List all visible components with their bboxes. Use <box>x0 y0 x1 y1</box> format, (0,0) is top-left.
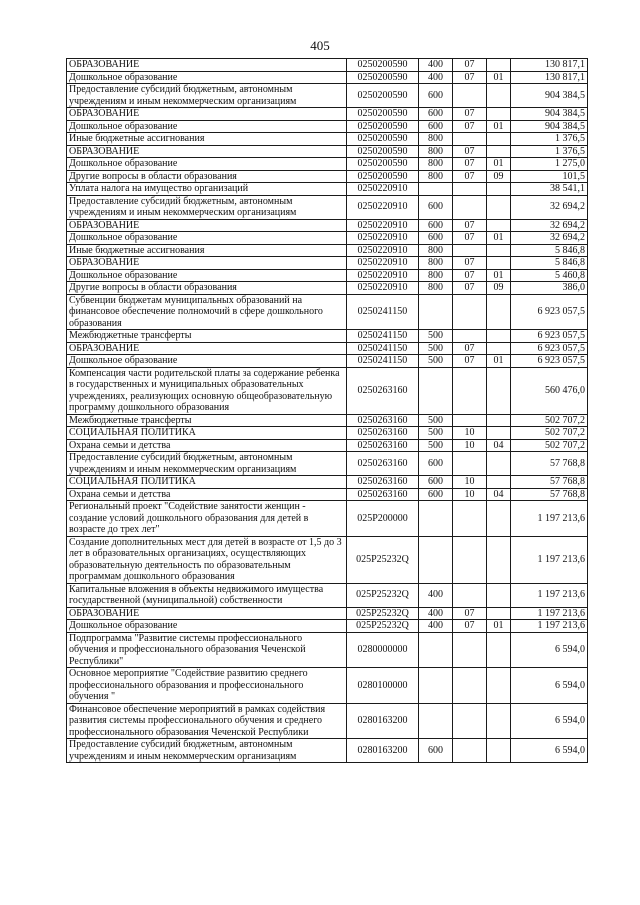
row-expense-type-cell <box>419 183 453 196</box>
row-amount-cell: 1 197 213,6 <box>511 583 588 607</box>
row-expense-type-cell: 600 <box>419 452 453 476</box>
table-row <box>67 342 588 355</box>
row-expense-type-cell: 600 <box>419 232 453 245</box>
row-code-cell: 0280100000 <box>347 668 419 704</box>
row-section-cell <box>453 414 487 427</box>
row-section-cell: 07 <box>453 71 487 84</box>
budget-table <box>66 58 588 763</box>
row-expense-type-cell: 800 <box>419 158 453 171</box>
row-section-cell <box>453 452 487 476</box>
row-code-cell: 0250241150 <box>347 355 419 368</box>
row-name-cell: Предоставление субсидий бюджетным, автономным учреждениям и иным некоммерческим организациям <box>67 84 347 108</box>
row-name-cell: Охрана семьи и детства <box>67 488 347 501</box>
table-row <box>67 195 588 219</box>
row-name-cell: СОЦИАЛЬНАЯ ПОЛИТИКА <box>67 427 347 440</box>
row-subsection-cell <box>487 414 511 427</box>
row-subsection-cell <box>487 452 511 476</box>
table-row <box>67 476 588 489</box>
row-section-cell: 10 <box>453 476 487 489</box>
row-subsection-cell <box>487 476 511 489</box>
row-expense-type-cell: 400 <box>419 59 453 72</box>
row-amount-cell: 130 817,1 <box>511 59 588 72</box>
row-code-cell: 0250263160 <box>347 367 419 414</box>
table-row <box>67 355 588 368</box>
row-subsection-cell <box>487 501 511 537</box>
row-section-cell: 07 <box>453 620 487 633</box>
row-amount-cell: 1 197 213,6 <box>511 607 588 620</box>
row-name-cell: Дошкольное образование <box>67 158 347 171</box>
table-row <box>67 183 588 196</box>
row-subsection-cell <box>487 583 511 607</box>
table-row <box>67 269 588 282</box>
row-name-cell: Подпрограмма "Развитие системы профессионального обучения и профессионального образования Чеченской Республики" <box>67 632 347 668</box>
row-name-cell: Другие вопросы в области образования <box>67 170 347 183</box>
row-expense-type-cell: 500 <box>419 355 453 368</box>
row-section-cell <box>453 133 487 146</box>
table-row <box>67 330 588 343</box>
table-row <box>67 668 588 704</box>
row-name-cell: Создание дополнительных мест для детей в возрасте от 1,5 до 3 лет в образовательных организациях, осуществляющих образовательную деятельность по образовательным программам дошкольного образования <box>67 536 347 583</box>
row-name-cell: Дошкольное образование <box>67 120 347 133</box>
row-code-cell: 0250263160 <box>347 414 419 427</box>
row-expense-type-cell: 500 <box>419 414 453 427</box>
row-name-cell: Уплата налога на имущество организаций <box>67 183 347 196</box>
row-name-cell: ОБРАЗОВАНИЕ <box>67 219 347 232</box>
row-section-cell: 07 <box>453 158 487 171</box>
row-amount-cell: 57 768,8 <box>511 476 588 489</box>
row-section-cell: 07 <box>453 219 487 232</box>
row-expense-type-cell: 800 <box>419 145 453 158</box>
table-row <box>67 120 588 133</box>
row-amount-cell: 502 707,2 <box>511 414 588 427</box>
row-amount-cell: 1 275,0 <box>511 158 588 171</box>
row-code-cell: 0250263160 <box>347 427 419 440</box>
row-amount-cell: 1 197 213,6 <box>511 536 588 583</box>
row-subsection-cell <box>487 668 511 704</box>
row-expense-type-cell: 800 <box>419 133 453 146</box>
row-name-cell: Межбюджетные трансферты <box>67 414 347 427</box>
row-code-cell: 0250241150 <box>347 342 419 355</box>
row-amount-cell: 130 817,1 <box>511 71 588 84</box>
row-subsection-cell <box>487 59 511 72</box>
row-code-cell: 0250263160 <box>347 488 419 501</box>
table-row <box>67 632 588 668</box>
row-subsection-cell: 09 <box>487 282 511 295</box>
row-amount-cell: 32 694,2 <box>511 219 588 232</box>
row-subsection-cell <box>487 244 511 257</box>
table-row <box>67 367 588 414</box>
table-row <box>67 71 588 84</box>
row-section-cell <box>453 583 487 607</box>
row-amount-cell: 6 594,0 <box>511 632 588 668</box>
row-code-cell: 0250263160 <box>347 452 419 476</box>
row-subsection-cell <box>487 739 511 763</box>
row-subsection-cell <box>487 133 511 146</box>
row-amount-cell: 32 694,2 <box>511 232 588 245</box>
row-section-cell <box>453 703 487 739</box>
row-subsection-cell <box>487 342 511 355</box>
row-expense-type-cell: 400 <box>419 607 453 620</box>
row-expense-type-cell: 600 <box>419 739 453 763</box>
row-expense-type-cell <box>419 367 453 414</box>
row-code-cell: 025P25232Q <box>347 607 419 620</box>
table-row <box>67 219 588 232</box>
row-amount-cell: 904 384,5 <box>511 120 588 133</box>
row-expense-type-cell: 400 <box>419 583 453 607</box>
row-subsection-cell <box>487 108 511 121</box>
row-subsection-cell: 01 <box>487 120 511 133</box>
row-amount-cell: 57 768,8 <box>511 488 588 501</box>
row-subsection-cell: 01 <box>487 620 511 633</box>
table-row <box>67 501 588 537</box>
row-code-cell: 0280163200 <box>347 703 419 739</box>
row-subsection-cell <box>487 219 511 232</box>
table-row <box>67 739 588 763</box>
table-row <box>67 59 588 72</box>
row-expense-type-cell <box>419 294 453 330</box>
row-amount-cell: 5 846,8 <box>511 244 588 257</box>
row-expense-type-cell <box>419 668 453 704</box>
row-amount-cell: 6 923 057,5 <box>511 330 588 343</box>
row-section-cell <box>453 739 487 763</box>
row-section-cell: 10 <box>453 439 487 452</box>
row-section-cell <box>453 294 487 330</box>
row-section-cell: 07 <box>453 59 487 72</box>
row-amount-cell: 5 460,8 <box>511 269 588 282</box>
row-section-cell: 10 <box>453 488 487 501</box>
row-subsection-cell <box>487 703 511 739</box>
row-code-cell: 0250200590 <box>347 145 419 158</box>
row-code-cell: 0250200590 <box>347 59 419 72</box>
row-section-cell: 07 <box>453 607 487 620</box>
row-code-cell: 0250200590 <box>347 170 419 183</box>
row-section-cell <box>453 195 487 219</box>
row-code-cell: 0250200590 <box>347 158 419 171</box>
row-subsection-cell: 09 <box>487 170 511 183</box>
table-row <box>67 427 588 440</box>
row-expense-type-cell: 600 <box>419 195 453 219</box>
row-subsection-cell <box>487 367 511 414</box>
row-name-cell: Компенсация части родительской платы за содержание ребенка в государственных и муниципальных образовательных учреждениях, реализующих основную общеобразовательную программу дошкольного образования <box>67 367 347 414</box>
row-subsection-cell: 01 <box>487 158 511 171</box>
row-amount-cell: 5 846,8 <box>511 257 588 270</box>
row-name-cell: Другие вопросы в области образования <box>67 282 347 295</box>
row-amount-cell: 6 923 057,5 <box>511 294 588 330</box>
row-name-cell: ОБРАЗОВАНИЕ <box>67 59 347 72</box>
row-name-cell: ОБРАЗОВАНИЕ <box>67 108 347 121</box>
row-name-cell: ОБРАЗОВАНИЕ <box>67 342 347 355</box>
row-expense-type-cell: 600 <box>419 219 453 232</box>
row-section-cell <box>453 632 487 668</box>
row-amount-cell: 6 923 057,5 <box>511 355 588 368</box>
row-subsection-cell <box>487 607 511 620</box>
row-subsection-cell <box>487 536 511 583</box>
row-code-cell: 0250220910 <box>347 282 419 295</box>
row-amount-cell: 1 376,5 <box>511 145 588 158</box>
row-expense-type-cell <box>419 703 453 739</box>
row-section-cell: 07 <box>453 232 487 245</box>
row-subsection-cell <box>487 84 511 108</box>
row-subsection-cell <box>487 294 511 330</box>
row-code-cell: 0250220910 <box>347 232 419 245</box>
row-expense-type-cell: 600 <box>419 476 453 489</box>
row-section-cell: 07 <box>453 355 487 368</box>
row-expense-type-cell: 400 <box>419 71 453 84</box>
row-expense-type-cell: 600 <box>419 488 453 501</box>
row-amount-cell: 904 384,5 <box>511 108 588 121</box>
table-row <box>67 583 588 607</box>
row-code-cell: 0250220910 <box>347 219 419 232</box>
row-amount-cell: 502 707,2 <box>511 427 588 440</box>
row-name-cell: Региональный проект "Содействие занятости женщин - создание условий дошкольного образования для детей в возрасте до трех лет" <box>67 501 347 537</box>
row-amount-cell: 904 384,5 <box>511 84 588 108</box>
row-section-cell: 07 <box>453 342 487 355</box>
table-row <box>67 620 588 633</box>
row-section-cell: 07 <box>453 108 487 121</box>
row-section-cell <box>453 501 487 537</box>
row-code-cell: 0250200590 <box>347 108 419 121</box>
row-amount-cell: 6 594,0 <box>511 739 588 763</box>
row-amount-cell: 1 197 213,6 <box>511 620 588 633</box>
row-code-cell: 0250220910 <box>347 195 419 219</box>
row-expense-type-cell: 600 <box>419 108 453 121</box>
row-section-cell: 07 <box>453 282 487 295</box>
row-subsection-cell <box>487 427 511 440</box>
row-section-cell <box>453 330 487 343</box>
table-row <box>67 244 588 257</box>
row-section-cell: 07 <box>453 170 487 183</box>
row-name-cell: Дошкольное образование <box>67 71 347 84</box>
row-name-cell: Дошкольное образование <box>67 269 347 282</box>
row-section-cell: 07 <box>453 145 487 158</box>
row-subsection-cell: 01 <box>487 269 511 282</box>
table-row <box>67 439 588 452</box>
row-name-cell: Предоставление субсидий бюджетным, автономным учреждениям и иным некоммерческим организациям <box>67 739 347 763</box>
table-row <box>67 452 588 476</box>
row-subsection-cell: 01 <box>487 232 511 245</box>
row-section-cell <box>453 536 487 583</box>
row-subsection-cell: 04 <box>487 439 511 452</box>
row-amount-cell: 560 476,0 <box>511 367 588 414</box>
row-code-cell: 0250220910 <box>347 183 419 196</box>
row-expense-type-cell: 600 <box>419 84 453 108</box>
row-section-cell <box>453 183 487 196</box>
row-amount-cell: 32 694,2 <box>511 195 588 219</box>
row-name-cell: Предоставление субсидий бюджетным, автономным учреждениям и иным некоммерческим организациям <box>67 452 347 476</box>
row-expense-type-cell: 500 <box>419 427 453 440</box>
row-section-cell: 07 <box>453 269 487 282</box>
row-code-cell: 0280163200 <box>347 739 419 763</box>
table-row <box>67 488 588 501</box>
row-name-cell: СОЦИАЛЬНАЯ ПОЛИТИКА <box>67 476 347 489</box>
row-name-cell: Иные бюджетные ассигнования <box>67 133 347 146</box>
row-code-cell: 0250263160 <box>347 476 419 489</box>
table-row <box>67 414 588 427</box>
row-name-cell: Капитальные вложения в объекты недвижимого имущества государственной (муниципальной) собственности <box>67 583 347 607</box>
row-section-cell <box>453 367 487 414</box>
row-code-cell: 0250220910 <box>347 257 419 270</box>
row-name-cell: Дошкольное образование <box>67 355 347 368</box>
row-name-cell: Финансовое обеспечение мероприятий в рамках содействия развития системы профессионального обучения и среднего профессионального образования Чеченской Республики <box>67 703 347 739</box>
row-name-cell: Охрана семьи и детства <box>67 439 347 452</box>
row-subsection-cell: 01 <box>487 355 511 368</box>
row-section-cell: 10 <box>453 427 487 440</box>
table-row <box>67 536 588 583</box>
row-amount-cell: 101,5 <box>511 170 588 183</box>
row-amount-cell: 386,0 <box>511 282 588 295</box>
row-name-cell: ОБРАЗОВАНИЕ <box>67 257 347 270</box>
table-row <box>67 170 588 183</box>
row-name-cell: Иные бюджетные ассигнования <box>67 244 347 257</box>
row-amount-cell: 502 707,2 <box>511 439 588 452</box>
row-expense-type-cell: 800 <box>419 282 453 295</box>
row-expense-type-cell <box>419 632 453 668</box>
row-subsection-cell <box>487 145 511 158</box>
row-subsection-cell: 04 <box>487 488 511 501</box>
table-row <box>67 84 588 108</box>
row-amount-cell: 57 768,8 <box>511 452 588 476</box>
row-expense-type-cell: 600 <box>419 120 453 133</box>
table-row <box>67 108 588 121</box>
row-section-cell <box>453 668 487 704</box>
row-code-cell: 0250263160 <box>347 439 419 452</box>
row-code-cell: 0250220910 <box>347 269 419 282</box>
row-code-cell: 0250241150 <box>347 294 419 330</box>
row-name-cell: ОБРАЗОВАНИЕ <box>67 607 347 620</box>
row-amount-cell: 1 197 213,6 <box>511 501 588 537</box>
row-expense-type-cell: 500 <box>419 342 453 355</box>
row-name-cell: Субвенции бюджетам муниципальных образований на финансовое обеспечение полномочий в сфере дошкольного образования <box>67 294 347 330</box>
row-name-cell: Предоставление субсидий бюджетным, автономным учреждениям и иным некоммерческим организациям <box>67 195 347 219</box>
row-expense-type-cell: 800 <box>419 170 453 183</box>
table-row <box>67 133 588 146</box>
row-code-cell: 0250200590 <box>347 120 419 133</box>
row-expense-type-cell: 400 <box>419 620 453 633</box>
row-code-cell: 0250220910 <box>347 244 419 257</box>
row-code-cell: 0250200590 <box>347 84 419 108</box>
row-amount-cell: 38 541,1 <box>511 183 588 196</box>
row-amount-cell: 6 594,0 <box>511 668 588 704</box>
row-code-cell: 0250200590 <box>347 133 419 146</box>
table-row <box>67 145 588 158</box>
table-row <box>67 158 588 171</box>
row-code-cell: 0280000000 <box>347 632 419 668</box>
row-subsection-cell: 01 <box>487 71 511 84</box>
table-row <box>67 282 588 295</box>
row-code-cell: 0250241150 <box>347 330 419 343</box>
row-subsection-cell <box>487 330 511 343</box>
row-name-cell: Дошкольное образование <box>67 620 347 633</box>
row-name-cell: Межбюджетные трансферты <box>67 330 347 343</box>
budget-table-body <box>67 59 588 763</box>
row-section-cell <box>453 84 487 108</box>
row-name-cell: Основное мероприятие "Содействие развитию среднего профессионального образования и профессионального обучения " <box>67 668 347 704</box>
row-amount-cell: 1 376,5 <box>511 133 588 146</box>
row-section-cell: 07 <box>453 120 487 133</box>
table-row <box>67 703 588 739</box>
page-number: 405 <box>310 38 330 53</box>
row-code-cell: 025P200000 <box>347 501 419 537</box>
row-expense-type-cell <box>419 501 453 537</box>
row-expense-type-cell <box>419 536 453 583</box>
row-expense-type-cell: 800 <box>419 244 453 257</box>
row-subsection-cell <box>487 183 511 196</box>
row-code-cell: 025P25232Q <box>347 536 419 583</box>
row-code-cell: 025P25232Q <box>347 620 419 633</box>
table-row <box>67 294 588 330</box>
row-expense-type-cell: 500 <box>419 439 453 452</box>
row-section-cell: 07 <box>453 257 487 270</box>
row-expense-type-cell: 800 <box>419 257 453 270</box>
row-expense-type-cell: 800 <box>419 269 453 282</box>
row-name-cell: Дошкольное образование <box>67 232 347 245</box>
row-subsection-cell <box>487 632 511 668</box>
row-subsection-cell <box>487 195 511 219</box>
row-amount-cell: 6 923 057,5 <box>511 342 588 355</box>
table-row <box>67 232 588 245</box>
table-row <box>67 607 588 620</box>
row-expense-type-cell: 500 <box>419 330 453 343</box>
row-subsection-cell <box>487 257 511 270</box>
row-amount-cell: 6 594,0 <box>511 703 588 739</box>
table-row <box>67 257 588 270</box>
row-section-cell <box>453 244 487 257</box>
row-code-cell: 0250200590 <box>347 71 419 84</box>
row-code-cell: 025P25232Q <box>347 583 419 607</box>
row-name-cell: ОБРАЗОВАНИЕ <box>67 145 347 158</box>
